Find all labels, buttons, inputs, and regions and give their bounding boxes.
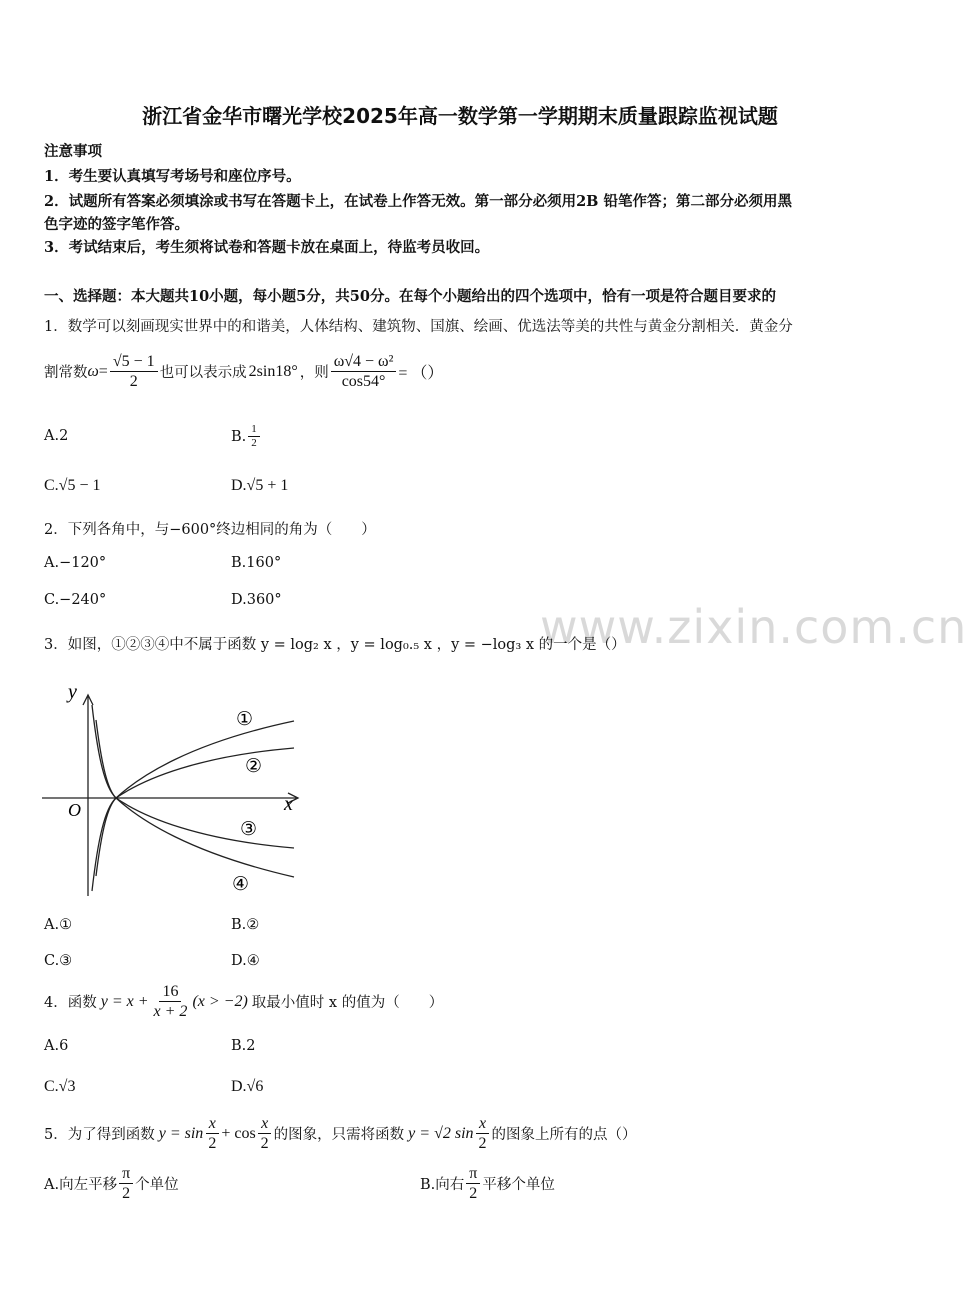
y-axis-label: y — [68, 681, 77, 703]
q3-option-a[interactable]: A.① — [44, 917, 73, 933]
curve-label-2: ② — [245, 756, 263, 777]
q2-option-a[interactable]: A.−120° — [44, 555, 107, 571]
q1-fraction-target — [331, 352, 397, 391]
curve-2 — [96, 748, 294, 876]
q4-frac-den: x + 2 — [153, 1003, 188, 1021]
note-item: 3．考试结束后，考生须将试卷和答题卡放在桌面上，待监考员收回。 — [44, 239, 490, 256]
q5-frac-b — [258, 1114, 272, 1153]
q5-optB-den: 2 — [469, 1185, 478, 1203]
watermark: www.zixin.com.cn — [540, 600, 967, 654]
q5-optA-post: 个单位 — [135, 1177, 179, 1194]
note-item: 2．试题所有答案必须填涂或书写在答题卡上，在试卷上作答无效。第一部分必须用2B 铅笔作答；第二部分必须用黑 — [44, 193, 792, 210]
q1-optB-num: 1 — [248, 423, 260, 437]
q1-stem-line2 — [44, 352, 443, 391]
q1-fraction-golden — [110, 352, 158, 391]
q4-fraction — [151, 982, 191, 1021]
q3-log-graph — [40, 678, 310, 903]
q2-option-b[interactable]: B.160° — [231, 555, 282, 571]
q4-tail: 取最小值时 x 的值为（ ） — [251, 995, 444, 1012]
q1-option-a[interactable]: A.2 — [44, 428, 69, 444]
q1-tail: = （） — [398, 365, 444, 383]
q4-option-b[interactable]: B.2 — [231, 1038, 256, 1054]
q4-option-a[interactable]: A.6 — [44, 1038, 69, 1054]
q2-stem: 2．下列各角中，与−600°终边相同的角为（ ） — [44, 522, 376, 538]
q5-frac-a-num: x — [206, 1114, 219, 1134]
q2-option-c[interactable]: C.−240° — [44, 592, 107, 608]
curve-label-4: ④ — [232, 874, 250, 895]
curve-1 — [92, 721, 294, 891]
q1-option-b[interactable] — [231, 423, 262, 450]
q1-omega: ω — [87, 362, 99, 380]
q5-frac-c-num: x — [476, 1114, 489, 1134]
curve-4 — [92, 705, 294, 877]
curve-3 — [96, 720, 294, 848]
q5-option-a[interactable] — [44, 1164, 179, 1203]
q1-frac1-den: 2 — [129, 373, 138, 391]
q5-frac-b-num: x — [258, 1114, 271, 1134]
q4-frac-num: 16 — [159, 982, 181, 1002]
note-item: 色字迹的签字笔作答。 — [44, 216, 189, 233]
q5-optB-pre: B.向右 — [420, 1177, 465, 1194]
q4-lhs: y = x + — [100, 992, 149, 1010]
q4-pre: 4．函数 — [44, 995, 97, 1012]
q5-plus: + cos — [221, 1124, 256, 1142]
q5-frac-c — [476, 1114, 490, 1153]
note-item: 1．考生要认真填写考场号和座位序号。 — [44, 168, 301, 185]
origin-label: O — [68, 800, 81, 820]
q3-stem: 3．如图，①②③④中不属于函数 y = log₂ x ，y = log₀.₅ x ，y = −log₃ x 的一个是（） — [44, 637, 626, 653]
q5-optA-fraction — [119, 1164, 133, 1203]
q5-optA-num: π — [119, 1164, 133, 1184]
q4-stem — [44, 982, 443, 1021]
q5-stem — [44, 1114, 637, 1153]
q5-f1: y = sin — [158, 1124, 204, 1142]
q5-option-b[interactable] — [420, 1164, 555, 1203]
notes-heading: 注意事项 — [44, 143, 102, 160]
q5-frac-c-den: 2 — [478, 1135, 487, 1153]
q1-comma: ，则 — [299, 365, 329, 382]
q5-optB-fraction — [466, 1164, 480, 1203]
q5-frac-a — [205, 1114, 219, 1153]
q5-optB-post: 平移个单位 — [482, 1177, 555, 1194]
q2-option-d[interactable]: D.360° — [231, 592, 282, 608]
curve-label-3: ③ — [240, 819, 258, 840]
q4-option-c[interactable]: C.√3 — [44, 1078, 76, 1095]
q5-pre: 5．为了得到函数 — [44, 1127, 155, 1144]
q1-pre: 割常数 — [44, 365, 88, 382]
q1-eq: = — [98, 362, 108, 380]
x-axis-label: x — [284, 793, 293, 815]
q5-tail: 的图象上所有的点（） — [491, 1127, 637, 1144]
q1-frac2-num: ω√4 − ω² — [331, 352, 397, 372]
q1-option-c[interactable]: C.√5 − 1 — [44, 477, 101, 494]
q3-option-c[interactable]: C.③ — [44, 953, 73, 969]
q1-frac1-num: √5 − 1 — [110, 352, 158, 372]
q1-stem-line1: 1．数学可以刻画现实世界中的和谐美，人体结构、建筑物、国旗、绘画、优选法等美的共性与黄金分割相关．黄金分 — [44, 319, 793, 335]
q5-optA-pre: A.向左平移 — [44, 1177, 118, 1194]
section-heading: 一、选择题：本大题共10小题，每小题5分，共50分。在每个小题给出的四个选项中，恰有一项是符合题目要求的 — [44, 288, 776, 305]
q5-frac-b-den: 2 — [260, 1135, 269, 1153]
q4-option-d[interactable]: D.√6 — [231, 1078, 264, 1095]
q5-f2: y = √2 sin — [408, 1124, 474, 1142]
q5-frac-a-den: 2 — [208, 1135, 217, 1153]
q5-optA-den: 2 — [122, 1185, 131, 1203]
q1-frac2-den: cos54° — [341, 373, 386, 391]
q1-optB-prefix: B. — [231, 428, 247, 445]
q5-optB-num: π — [466, 1164, 480, 1184]
q3-option-d[interactable]: D.④ — [231, 953, 260, 969]
q4-condition: (x > −2) — [192, 992, 248, 1010]
q3-option-b[interactable]: B.② — [231, 917, 260, 933]
curve-label-1: ① — [236, 709, 254, 730]
q1-optB-den: 2 — [251, 437, 257, 450]
q1-expr: 2sin18° — [248, 362, 298, 380]
q5-mid: 的图象，只需将函数 — [273, 1127, 405, 1144]
q1-mid: 也可以表示成 — [159, 365, 247, 382]
page-title: 浙江省金华市曙光学校2025年高一数学第一学期期末质量跟踪监视试题 — [142, 104, 778, 128]
q1-optB-fraction — [248, 423, 260, 450]
q1-option-d[interactable]: D.√5 + 1 — [231, 477, 289, 494]
